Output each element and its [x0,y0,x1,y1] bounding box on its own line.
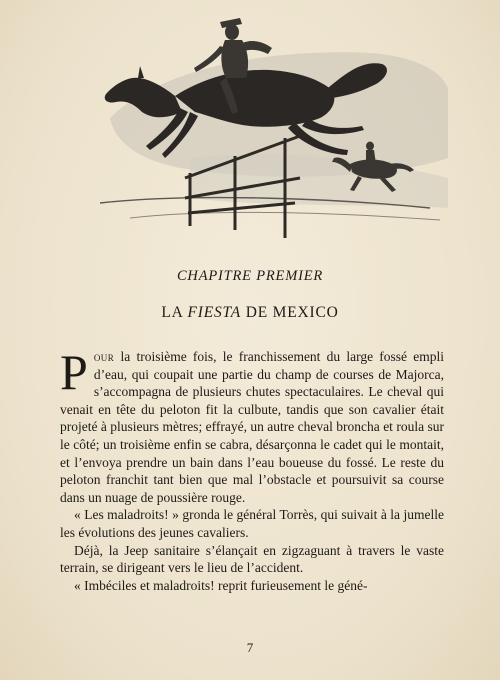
paragraph-1-text: la troisième fois, le franchissement du large fossé empli d’eau, qui coupait une partie du champ de courses de Majorca, s’accompagna de plusieurs chutes spectaculaires. Le cheval qui venait en tête du peloton fit la culbute, tandis que son cavalier était projeté à plusieurs mètres; effrayé, un autre cheval broncha et roula sur le côté; un troisième enfin se cabra, désarçonna le cadet qui le montait, et l’envoya prendre un bain dans l’eau boueuse du fossé. Le reste du peloton franchit tant bien que mal l’obstacle et poursuivit sa course dans un nuage de poussière rouge. [60,349,444,505]
paragraph-4: « Imbéciles et maladroits! reprit furieusement le géné- [74,577,368,593]
chapter-title-italic: FIESTA [187,304,242,321]
horse-jumping-illustration [70,8,450,248]
chapter-body-text [60,344,444,594]
chapter-title-post: DE MEXICO [241,304,339,321]
paragraph-2: « Les maladroits! » gronda le général Torrès, qui suivait à la jumelle les évolutions des jeunes cavaliers. [60,507,444,540]
drop-cap: P [60,344,88,400]
chapter-title-pre: LA [161,304,188,321]
chapter-label: CHAPITRE PREMIER [176,268,324,284]
page-number: 7 [246,640,254,655]
first-word-rest: our [93,349,115,364]
paragraph-3: Déjà, la Jeep sanitaire s’élançait en zigzaguant à travers le vaste terrain, se dirigeant vers le lieu de l’accident. [60,542,444,576]
paragraph-1 [60,344,444,506]
chapter-title [0,304,500,322]
